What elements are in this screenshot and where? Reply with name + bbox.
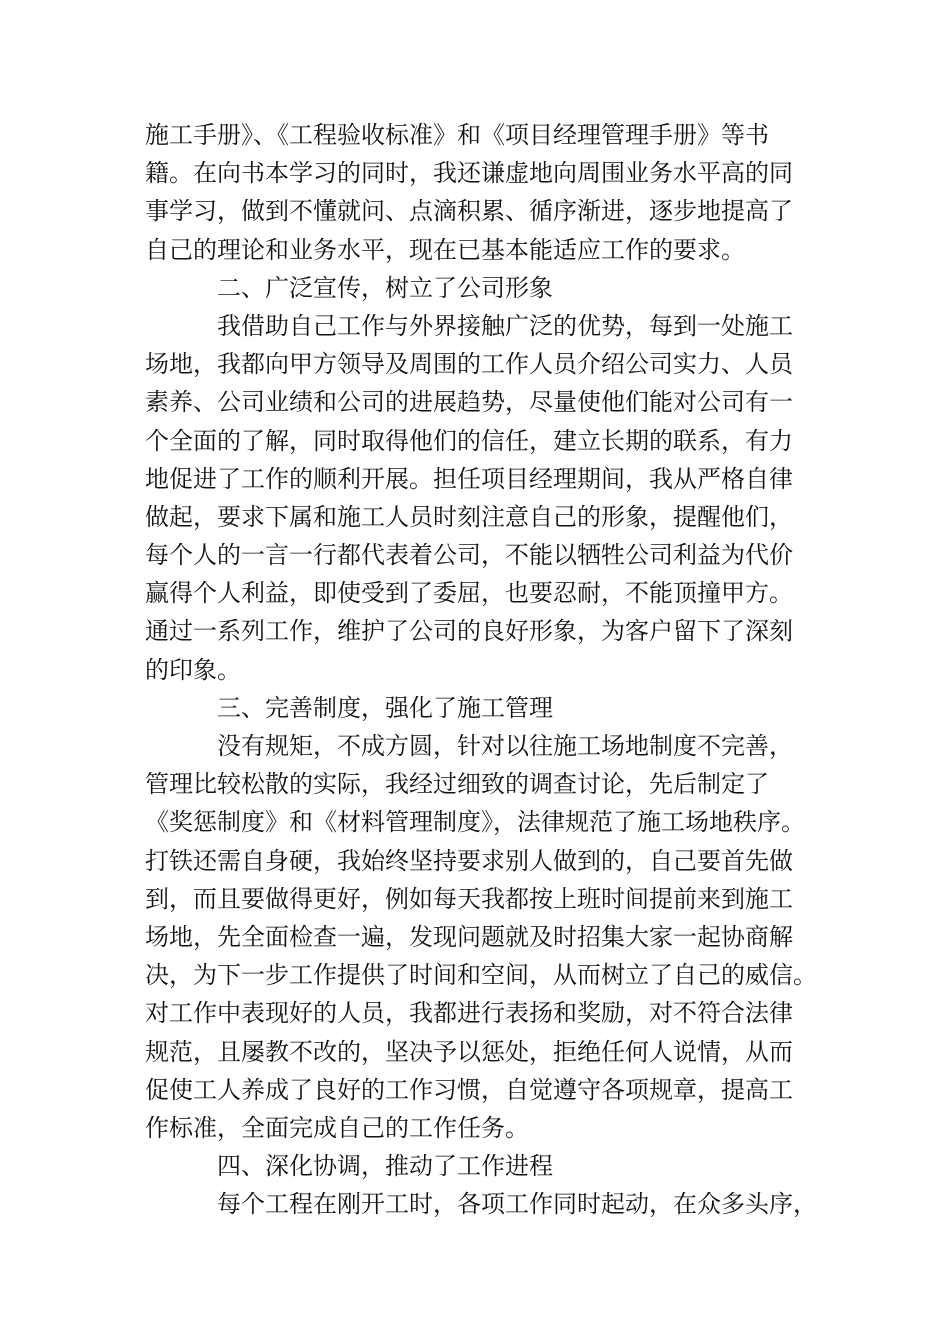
text-line: 自己的理论和业务水平，现在已基本能适应工作的要求。 <box>145 235 745 264</box>
text-line: 个全面的了解，同时取得他们的信任，建立长期的联系，有力 <box>145 426 793 455</box>
text-line: 场地，先全面检查一遍，发现问题就及时招集大家一起协商解 <box>145 922 793 951</box>
text-line: 规范，且屡教不改的，坚决予以惩处，拒绝任何人说情，从而 <box>145 1037 793 1066</box>
text-line: 的印象。 <box>145 655 241 684</box>
text-line: 《奖惩制度》和《材料管理制度》，法律规范了施工场地秩序。 <box>145 808 805 837</box>
text-line: 每个人的一言一行都代表着公司，不能以牺牲公司利益为代价 <box>145 541 793 570</box>
text-line: 籍。在向书本学习的同时，我还谦虚地向周围业务水平高的同 <box>145 159 793 188</box>
text-line: 到，而且要做得更好，例如每天我都按上班时间提前来到施工 <box>145 884 793 913</box>
text-line: 作标准，全面完成自己的工作任务。 <box>145 1113 529 1142</box>
text-line: 管理比较松散的实际，我经过细致的调查讨论，先后制定了 <box>145 770 769 799</box>
text-line: 通过一系列工作，维护了公司的良好形象，为客户留下了深刻 <box>145 617 793 646</box>
paragraph-start-line: 四、深化协调，推动了工作进程 <box>217 1152 553 1181</box>
text-line: 决，为下一步工作提供了时间和空间，从而树立了自己的威信。 <box>145 961 817 990</box>
text-line: 地促进了工作的顺利开展。担任项目经理期间，我从严格自律 <box>145 464 793 493</box>
text-line: 对工作中表现好的人员，我都进行表扬和奖励，对不符合法律 <box>145 999 793 1028</box>
text-line: 赢得个人利益，即使受到了委屈，也要忍耐，不能顶撞甲方。 <box>145 579 793 608</box>
document-body <box>145 116 825 1223</box>
paragraph-start-line: 我借助自己工作与外界接触广泛的优势，每到一处施工 <box>217 311 793 340</box>
paragraph-start-line: 每个工程在刚开工时，各项工作同时起动，在众多头序， <box>217 1190 817 1219</box>
paragraph-start-line: 二、广泛宣传，树立了公司形象 <box>217 273 553 302</box>
text-line: 事学习，做到不懂就问、点滴积累、循序渐进，逐步地提高了 <box>145 197 793 226</box>
text-line: 打铁还需自身硬，我始终坚持要求别人做到的，自己要首先做 <box>145 846 793 875</box>
text-line: 促使工人养成了良好的工作习惯，自觉遵守各项规章，提高工 <box>145 1075 793 1104</box>
text-line: 素养、公司业绩和公司的进展趋势，尽量使他们能对公司有一 <box>145 388 793 417</box>
paragraph-start-line: 没有规矩，不成方圆，针对以往施工场地制度不完善， <box>217 732 793 760</box>
text-line: 做起，要求下属和施工人员时刻注意自己的形象，提醒他们， <box>145 502 793 531</box>
text-line: 施工手册》、《工程验收标准》和《项目经理管理手册》等书 <box>145 121 769 149</box>
text-line: 场地，我都向甲方领导及周围的工作人员介绍公司实力、人员 <box>145 350 793 379</box>
paragraph-start-line: 三、完善制度，强化了施工管理 <box>217 693 553 722</box>
